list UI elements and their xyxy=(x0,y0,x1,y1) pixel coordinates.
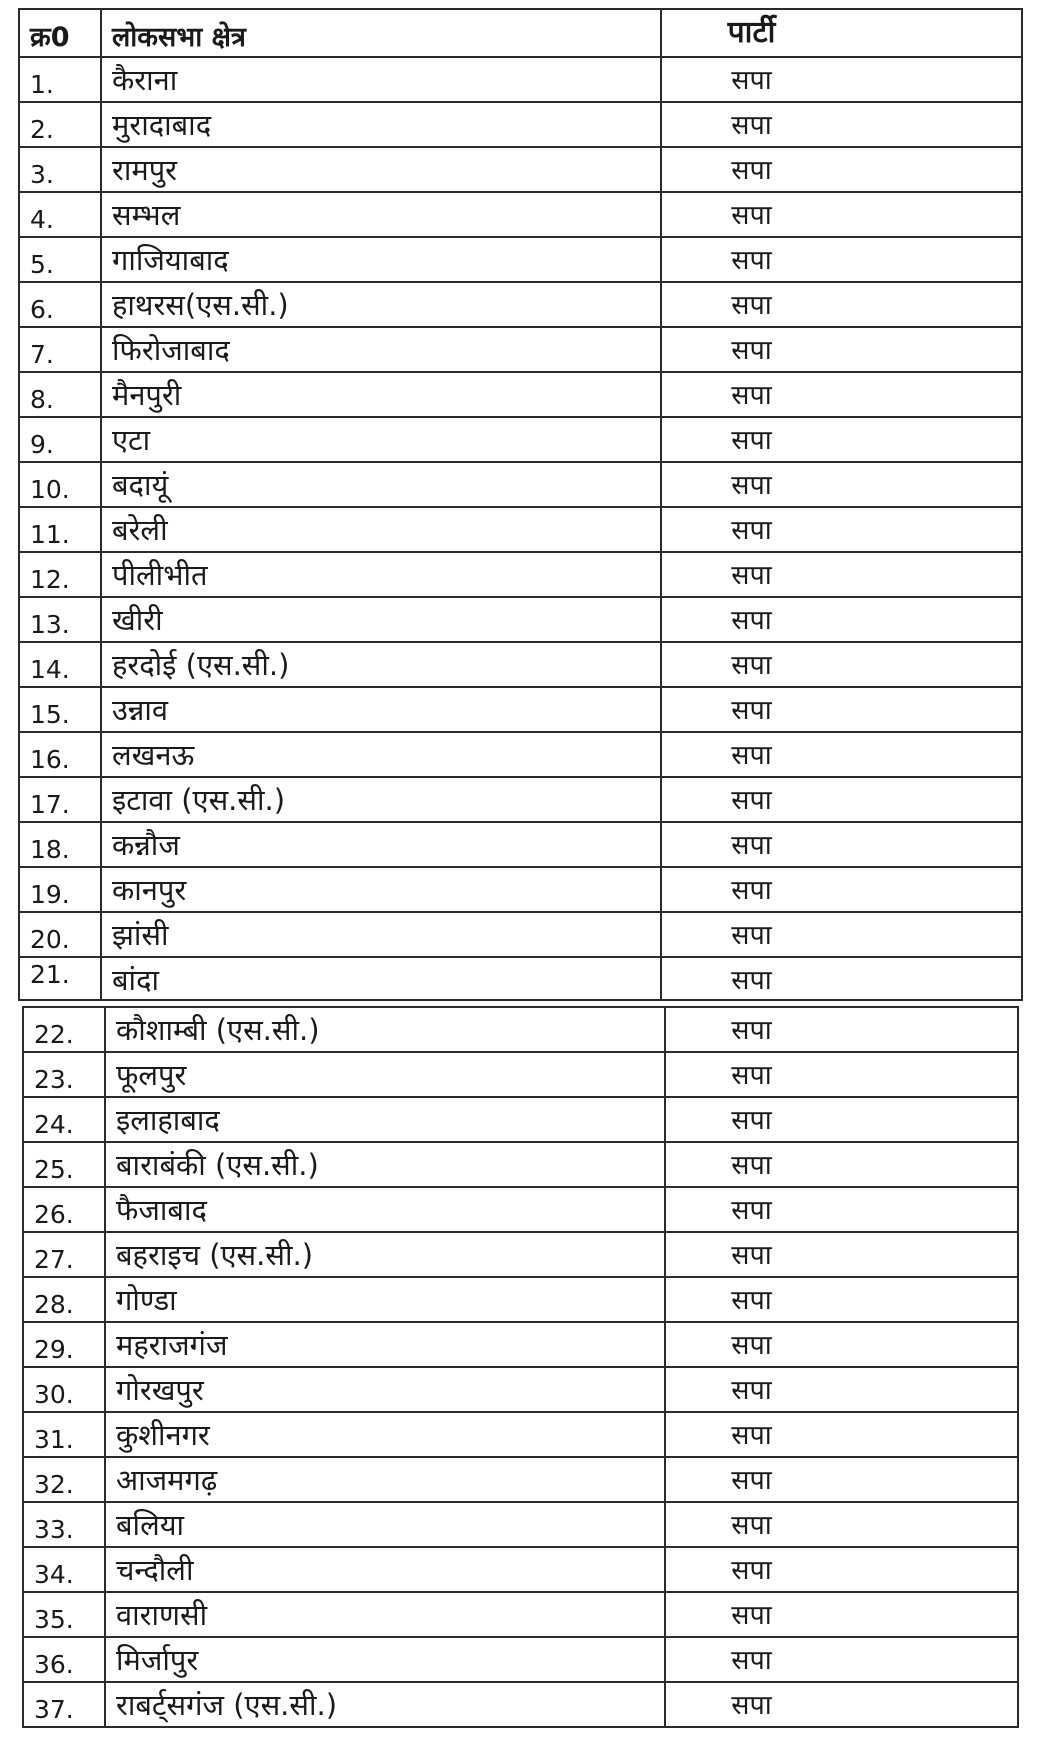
table-row xyxy=(19,822,1022,867)
row-number: 11. xyxy=(19,507,101,552)
table-row xyxy=(19,147,1022,192)
row-constituency: कानपुर xyxy=(101,867,661,912)
row-number: 27. xyxy=(23,1232,105,1277)
header-constituency: लोकसभा क्षेत्र xyxy=(101,9,661,57)
table-row xyxy=(19,957,1022,1000)
row-party: सपा xyxy=(665,1232,1018,1277)
table-row xyxy=(19,507,1022,552)
row-number: 26. xyxy=(23,1187,105,1232)
table-row xyxy=(19,282,1022,327)
document-page-part-1 xyxy=(18,8,1023,1000)
row-constituency: गोण्डा xyxy=(105,1277,665,1322)
row-number: 32. xyxy=(23,1457,105,1502)
row-constituency: महराजगंज xyxy=(105,1322,665,1367)
row-party: सपा xyxy=(665,1187,1018,1232)
row-constituency: रामपुर xyxy=(101,147,661,192)
row-party: सपा xyxy=(661,867,1022,912)
table-row xyxy=(23,1502,1018,1547)
table-row xyxy=(19,777,1022,822)
row-number: 5. xyxy=(19,237,101,282)
table-row xyxy=(23,1007,1018,1052)
row-constituency: गोरखपुर xyxy=(105,1367,665,1412)
table-row xyxy=(19,552,1022,597)
table-row xyxy=(19,237,1022,282)
row-party: सपा xyxy=(661,822,1022,867)
row-constituency: फूलपुर xyxy=(105,1052,665,1097)
row-party: सपा xyxy=(665,1592,1018,1637)
row-constituency: बलिया xyxy=(105,1502,665,1547)
table-row xyxy=(23,1187,1018,1232)
table-row xyxy=(19,327,1022,372)
table-row xyxy=(19,102,1022,147)
row-party: सपा xyxy=(665,1052,1018,1097)
row-party: सपा xyxy=(661,732,1022,777)
row-number: 9. xyxy=(19,417,101,462)
row-party: सपा xyxy=(661,462,1022,507)
row-party: सपा xyxy=(665,1322,1018,1367)
row-constituency: झांसी xyxy=(101,912,661,957)
row-number: 28. xyxy=(23,1277,105,1322)
row-constituency: बाराबंकी (एस.सी.) xyxy=(105,1142,665,1187)
row-number: 1. xyxy=(19,57,101,102)
table-row xyxy=(19,57,1022,102)
table-row xyxy=(19,912,1022,957)
row-constituency: कन्नौज xyxy=(101,822,661,867)
row-party: सपा xyxy=(665,1502,1018,1547)
table-row xyxy=(23,1592,1018,1637)
row-number: 18. xyxy=(19,822,101,867)
row-number: 13. xyxy=(19,597,101,642)
row-constituency: मिर्जापुर xyxy=(105,1637,665,1682)
row-party: सपा xyxy=(661,57,1022,102)
row-constituency: आजमगढ़ xyxy=(105,1457,665,1502)
row-constituency: पीलीभीत xyxy=(101,552,661,597)
row-constituency: एटा xyxy=(101,417,661,462)
row-number: 20. xyxy=(19,912,101,957)
row-number: 34. xyxy=(23,1547,105,1592)
row-party: सपा xyxy=(661,642,1022,687)
row-party: सपा xyxy=(661,192,1022,237)
table-row xyxy=(23,1232,1018,1277)
row-number: 4. xyxy=(19,192,101,237)
table-row xyxy=(23,1367,1018,1412)
table-row xyxy=(19,192,1022,237)
table-row xyxy=(19,597,1022,642)
row-constituency: कौशाम्बी (एस.सी.) xyxy=(105,1007,665,1052)
row-party: सपा xyxy=(665,1277,1018,1322)
row-party: सपा xyxy=(661,417,1022,462)
row-constituency: फिरोजाबाद xyxy=(101,327,661,372)
row-constituency: बरेली xyxy=(101,507,661,552)
row-constituency: चन्दौली xyxy=(105,1547,665,1592)
row-constituency: वाराणसी xyxy=(105,1592,665,1637)
row-constituency: सम्भल xyxy=(101,192,661,237)
row-party: सपा xyxy=(661,102,1022,147)
row-number: 24. xyxy=(23,1097,105,1142)
row-constituency: बांदा xyxy=(101,957,661,1000)
row-party: सपा xyxy=(661,507,1022,552)
row-number: 8. xyxy=(19,372,101,417)
table-body-part-2 xyxy=(23,1007,1018,1727)
row-constituency: हाथरस(एस.सी.) xyxy=(101,282,661,327)
row-party: सपा xyxy=(665,1547,1018,1592)
table-row xyxy=(19,417,1022,462)
row-constituency: खीरी xyxy=(101,597,661,642)
table-row xyxy=(19,372,1022,417)
table-row xyxy=(23,1142,1018,1187)
row-party: सपा xyxy=(661,237,1022,282)
row-constituency: लखनऊ xyxy=(101,732,661,777)
table-body-part-1 xyxy=(19,57,1022,1000)
row-party: सपा xyxy=(661,552,1022,597)
table-row xyxy=(19,732,1022,777)
row-party: सपा xyxy=(665,1457,1018,1502)
row-constituency: मुरादाबाद xyxy=(101,102,661,147)
row-constituency: कैराना xyxy=(101,57,661,102)
row-party: सपा xyxy=(665,1007,1018,1052)
row-number: 6. xyxy=(19,282,101,327)
row-constituency: कुशीनगर xyxy=(105,1412,665,1457)
row-number: 35. xyxy=(23,1592,105,1637)
row-party: सपा xyxy=(661,282,1022,327)
row-party: सपा xyxy=(665,1097,1018,1142)
header-party: पार्टी xyxy=(661,9,1022,57)
row-constituency: बदायूं xyxy=(101,462,661,507)
row-party: सपा xyxy=(665,1682,1018,1727)
row-number: 31. xyxy=(23,1412,105,1457)
table-row xyxy=(19,642,1022,687)
table-header-row xyxy=(19,9,1022,57)
row-constituency: हरदोई (एस.सी.) xyxy=(101,642,661,687)
row-party: सपा xyxy=(661,372,1022,417)
row-constituency: इलाहाबाद xyxy=(105,1097,665,1142)
table-row xyxy=(19,462,1022,507)
row-party: सपा xyxy=(665,1412,1018,1457)
constituency-table-part-1 xyxy=(18,8,1023,1001)
row-constituency: उन्नाव xyxy=(101,687,661,732)
row-number: 17. xyxy=(19,777,101,822)
row-number: 12. xyxy=(19,552,101,597)
row-number: 19. xyxy=(19,867,101,912)
table-row xyxy=(19,687,1022,732)
row-number: 15. xyxy=(19,687,101,732)
table-row xyxy=(19,867,1022,912)
row-number: 2. xyxy=(19,102,101,147)
table-row xyxy=(23,1052,1018,1097)
row-number: 30. xyxy=(23,1367,105,1412)
row-constituency: राबर्ट्सगंज (एस.सी.) xyxy=(105,1682,665,1727)
row-party: सपा xyxy=(661,777,1022,822)
document-page-part-2 xyxy=(22,1006,1019,1748)
row-constituency: बहराइच (एस.सी.) xyxy=(105,1232,665,1277)
table-row xyxy=(23,1097,1018,1142)
row-number: 36. xyxy=(23,1637,105,1682)
row-number: 10. xyxy=(19,462,101,507)
row-number: 7. xyxy=(19,327,101,372)
row-number: 16. xyxy=(19,732,101,777)
row-party: सपा xyxy=(661,597,1022,642)
row-party: सपा xyxy=(665,1142,1018,1187)
row-party: सपा xyxy=(661,957,1022,1000)
table-row xyxy=(23,1547,1018,1592)
row-number: 22. xyxy=(23,1007,105,1052)
row-constituency: फैजाबाद xyxy=(105,1187,665,1232)
row-number: 21. xyxy=(19,957,101,1000)
row-number: 23. xyxy=(23,1052,105,1097)
row-number: 25. xyxy=(23,1142,105,1187)
row-party: सपा xyxy=(661,327,1022,372)
row-number: 37. xyxy=(23,1682,105,1727)
row-constituency: इटावा (एस.सी.) xyxy=(101,777,661,822)
table-row xyxy=(23,1322,1018,1367)
row-party: सपा xyxy=(661,147,1022,192)
row-party: सपा xyxy=(661,687,1022,732)
table-row xyxy=(23,1637,1018,1682)
table-row xyxy=(23,1457,1018,1502)
table-row xyxy=(23,1277,1018,1322)
header-serial: क्र0 xyxy=(19,9,101,57)
row-number: 3. xyxy=(19,147,101,192)
row-constituency: मैनपुरी xyxy=(101,372,661,417)
constituency-table-part-2 xyxy=(22,1006,1019,1728)
row-number: 14. xyxy=(19,642,101,687)
row-party: सपा xyxy=(665,1637,1018,1682)
table-row xyxy=(23,1682,1018,1727)
row-constituency: गाजियाबाद xyxy=(101,237,661,282)
row-number: 29. xyxy=(23,1322,105,1367)
table-row xyxy=(23,1412,1018,1457)
row-party: सपा xyxy=(661,912,1022,957)
row-party: सपा xyxy=(665,1367,1018,1412)
row-number: 33. xyxy=(23,1502,105,1547)
